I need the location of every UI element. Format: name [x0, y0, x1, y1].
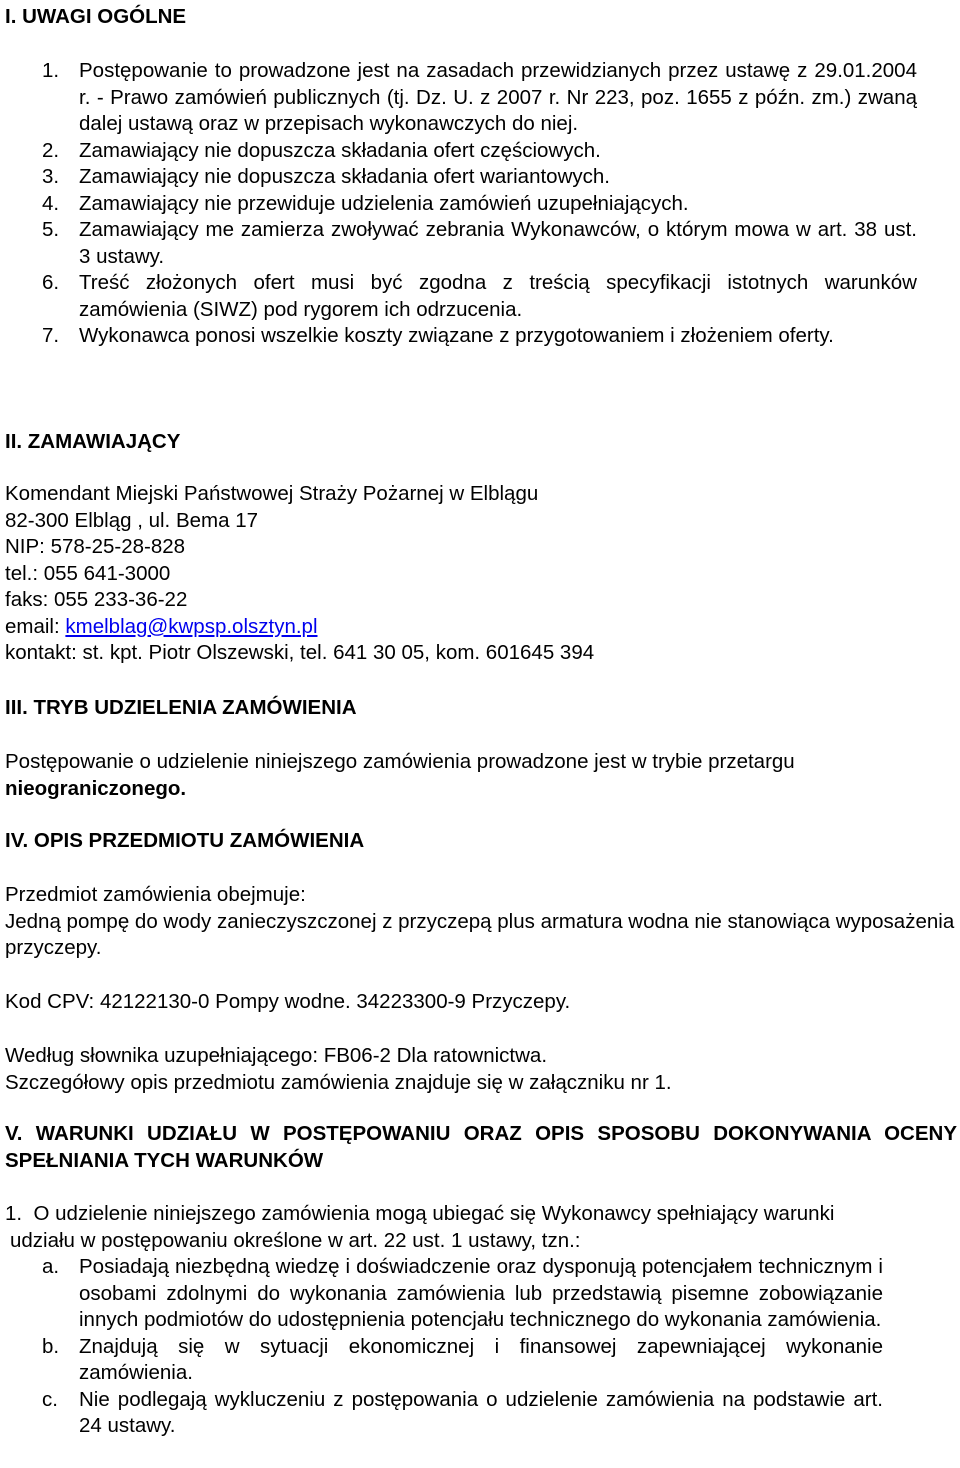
authority-email [5, 614, 957, 641]
email-label: email: [5, 614, 66, 638]
section-conditions [5, 1120, 957, 1440]
section-subject [5, 827, 957, 1096]
item-letter: a. [42, 1255, 60, 1278]
conditions-intro-text: O udzielenie niniejszego zamówienia mogą ubiegać się Wykonawcy spełniający warunki [33, 1202, 835, 1225]
item-number: 2. [42, 138, 60, 162]
conditions-list [5, 1254, 883, 1440]
subject-intro: Przedmiot zamówienia obejmuje: [5, 883, 306, 906]
item-letter: c. [42, 1387, 58, 1411]
item-number: 4. [42, 191, 60, 215]
subject-dictionary: Według słownika uzupełniającego: FB06-2 Dla ratownictwa. [5, 1044, 548, 1067]
section-procedure-mode [5, 694, 957, 802]
item-number: 1. [5, 1202, 23, 1225]
authority-address: 82-300 Elbląg , ul. Bema 17 [5, 508, 258, 532]
list-item [5, 270, 917, 323]
subject-cpv: Kod CPV: 42122130-0 Pompy wodne. 34223300-9 Przyczepy. [5, 989, 571, 1013]
item-number: 6. [42, 271, 60, 294]
section-title: I. UWAGI OGÓLNE [5, 5, 187, 28]
list-item [5, 1254, 883, 1334]
list-item [5, 217, 917, 270]
section-general [5, 3, 957, 350]
procedure-text-bold: nieograniczonego. [5, 776, 187, 800]
item-number: 1. [42, 59, 60, 82]
subject-detail: Szczegółowy opis przedmiotu zamówienia znajduje się w załączniku nr 1. [5, 1070, 672, 1094]
authority-phone: tel.: 055 641-3000 [5, 561, 171, 585]
subject-description: Jedną pompę do wody zanieczyszczonej z przyczepą plus armatura wodna nie stanowiąca wyposażenia przyczepy. [5, 909, 955, 959]
item-text: Posiadają niezbędną wiedzę i doświadczenie oraz dysponują potencjałem technicznym i osobami zdolnymi do wykonania zamówienia lub przedstawią pisemne zobowiązanie innych podmiotów do udostępnienia potencjału technicznego do wykonania zamówienia. [79, 1255, 883, 1331]
procedure-text [5, 749, 917, 802]
general-list [5, 58, 917, 350]
item-text: Nie podlegają wykluczeniu z postępowania o udzielenie zamówienia na podstawie art. 24 ustawy. [79, 1387, 883, 1437]
list-item [5, 138, 917, 165]
list-item [5, 1334, 883, 1387]
section-title: V. WARUNKI UDZIAŁU W POSTĘPOWANIU ORAZ OPIS SPOSOBU DOKONYWANIA OCENY SPEŁNIANIA TYCH WARUNKÓW [5, 1122, 957, 1172]
conditions-intro-line2: udziału w postępowaniu określone w art. 22 ust. 1 ustawy, tzn.: [10, 1228, 581, 1252]
list-item [5, 323, 917, 350]
list-item [5, 164, 917, 191]
list-item [5, 58, 917, 138]
item-number: 7. [42, 324, 60, 347]
list-item [5, 1387, 883, 1440]
item-text: Znajdują się w sytuacji ekonomicznej i finansowej zapewniającej wykonanie zamówienia. [79, 1334, 883, 1384]
item-letter: b. [42, 1334, 60, 1358]
item-text: Wykonawca ponosi wszelkie koszty związane z przygotowaniem i złożeniem oferty. [79, 324, 834, 347]
list-item [5, 191, 917, 218]
item-text: Zamawiający nie dopuszcza składania ofert wariantowych. [79, 165, 610, 188]
section-title: III. TRYB UDZIELENIA ZAMÓWIENIA [5, 696, 357, 719]
email-link[interactable]: kmelblag@kwpsp.olsztyn.pl [65, 614, 318, 638]
item-text: Zamawiający nie dopuszcza składania ofert częściowych. [79, 138, 601, 162]
authority-contact: kontakt: st. kpt. Piotr Olszewski, tel. 641 30 05, kom. 601645 394 [5, 641, 595, 664]
section-title: IV. OPIS PRZEDMIOTU ZAMÓWIENIA [5, 829, 365, 852]
item-number: 5. [42, 218, 60, 241]
authority-fax: faks: 055 233-36-22 [5, 588, 188, 611]
conditions-intro-line1 [5, 1201, 957, 1228]
section-title: II. ZAMAWIAJĄCY [5, 430, 181, 453]
procedure-text-main: Postępowanie o udzielenie niniejszego zamówienia prowadzone jest w trybie przetargu [5, 750, 795, 773]
item-text: Postępowanie to prowadzone jest na zasadach przewidzianych przez ustawę z 29.01.2004 r. - Prawo zamówień publicznych (tj. Dz. U. z 2007 r. Nr 223, poz. 1655 z późn. zm.) zwaną dalej ustawą oraz w przepisach wykonawczych do niej. [79, 59, 917, 135]
authority-nip: NIP: 578-25-28-828 [5, 535, 186, 558]
item-number: 3. [42, 165, 60, 188]
item-text: Treść złożonych ofert musi być zgodna z treścią specyfikacji istotnych warunków zamówienia (SIWZ) pod rygorem ich odrzucenia. [79, 271, 917, 321]
authority-name: Komendant Miejski Państwowej Straży Pożarnej w Elblągu [5, 482, 539, 505]
item-text: Zamawiający nie przewiduje udzielenia zamówień uzupełniających. [79, 191, 689, 215]
item-text: Zamawiający me zamierza zwoływać zebrania Wykonawców, o którym mowa w art. 38 ust. 3 ustawy. [79, 218, 917, 268]
section-contracting-authority [5, 428, 957, 667]
